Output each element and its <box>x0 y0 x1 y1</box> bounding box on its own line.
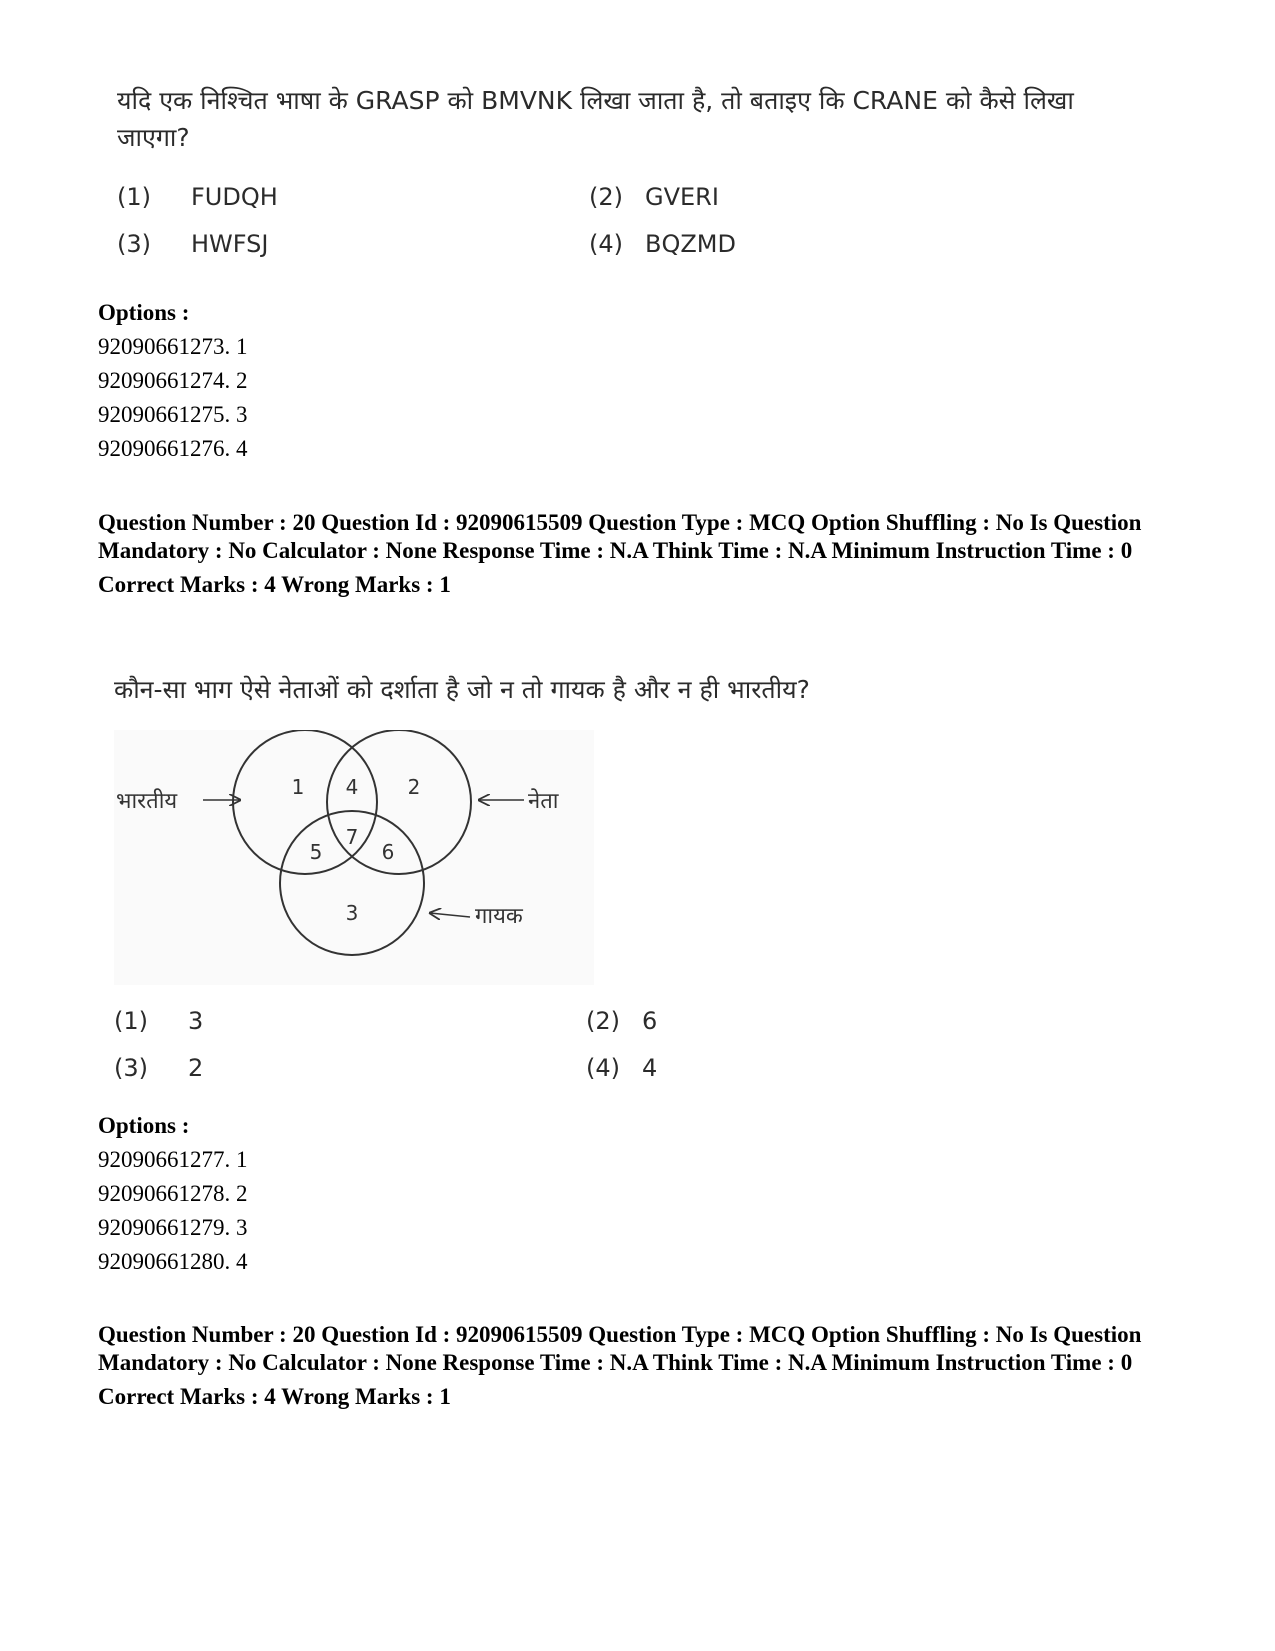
option-item: 92090661276. 4 <box>98 436 248 461</box>
circle-leader <box>327 730 471 874</box>
choice-number: (4) <box>586 1054 620 1082</box>
circle-indian <box>233 730 377 874</box>
question-meta-line: Question Number : 20 Question Id : 92090615509 Question Type : MCQ Option Shuffling : No Is Question Mandatory : No Calculator : None Response Time : N.A Think Time : N.A Minimum Instruction Time : 0 <box>98 1322 1142 1375</box>
choice-text: 3 <box>188 1007 204 1035</box>
choice-text: FUDQH <box>191 183 278 211</box>
region-number: 1 <box>291 775 305 799</box>
option-item: 92090661280. 4 <box>98 1249 248 1274</box>
question-meta <box>98 1321 1158 1411</box>
options-title: Options : <box>98 300 190 325</box>
region-number: 7 <box>345 825 359 849</box>
choice-text: 6 <box>642 1007 658 1035</box>
choice-number: (1) <box>114 1007 148 1035</box>
choice-number: (1) <box>117 183 151 211</box>
options-list <box>98 1109 248 1279</box>
choice-number: (2) <box>589 183 623 211</box>
choice-number: (4) <box>589 230 623 258</box>
marks-line: Correct Marks : 4 Wrong Marks : 1 <box>98 572 451 597</box>
region-number: 4 <box>345 775 359 799</box>
option-item: 92090661277. 1 <box>98 1147 248 1172</box>
region-number: 6 <box>381 840 395 864</box>
choice-item <box>117 183 278 211</box>
option-item: 92090661273. 1 <box>98 334 248 359</box>
choice-number: (3) <box>114 1054 148 1082</box>
choice-item <box>586 1054 657 1082</box>
question-text: कौन-सा भाग ऐसे नेताओं को दर्शाता है जो न तो गायक है और न ही भारतीय? <box>114 675 810 704</box>
region-number: 5 <box>309 840 323 864</box>
choice-text: HWFSJ <box>191 230 269 258</box>
choice-item <box>114 1054 203 1082</box>
question-meta-line: Question Number : 20 Question Id : 92090615509 Question Type : MCQ Option Shuffling : No Is Question Mandatory : No Calculator : None Response Time : N.A Think Time : N.A Minimum Instruction Time : 0 <box>98 510 1142 563</box>
option-item: 92090661275. 3 <box>98 402 248 427</box>
options-list <box>98 296 248 466</box>
arrow-singer <box>430 913 470 917</box>
choice-number: (2) <box>586 1007 620 1035</box>
venn-diagram-svg <box>114 730 594 985</box>
question-meta <box>98 509 1158 599</box>
choice-text: 4 <box>642 1054 658 1082</box>
region-number: 3 <box>345 901 359 925</box>
choice-number: (3) <box>117 230 151 258</box>
label-singer: गायक <box>475 904 523 929</box>
option-item: 92090661278. 2 <box>98 1181 248 1206</box>
choice-text: GVERI <box>645 183 719 211</box>
venn-diagram <box>114 730 594 985</box>
region-number: 2 <box>407 775 421 799</box>
option-item: 92090661274. 2 <box>98 368 248 393</box>
marks-line: Correct Marks : 4 Wrong Marks : 1 <box>98 1384 451 1409</box>
question-text: यदि एक निश्चित भाषा के GRASP को BMVNK लिखा जाता है, तो बताइए कि CRANE को कैसे लिखा जाएगा? <box>117 86 1074 152</box>
choice-item <box>589 183 719 211</box>
choice-item <box>586 1007 657 1035</box>
choice-text: 2 <box>188 1054 204 1082</box>
answer-choices <box>114 1007 914 1097</box>
label-indian: भारतीय <box>116 789 178 814</box>
choice-item <box>114 1007 203 1035</box>
answer-choices <box>117 183 917 273</box>
choice-item <box>117 230 268 258</box>
choice-item <box>589 230 736 258</box>
options-title: Options : <box>98 1113 190 1138</box>
choice-text: BQZMD <box>645 230 736 258</box>
option-item: 92090661279. 3 <box>98 1215 248 1240</box>
label-leader: नेता <box>528 789 559 814</box>
